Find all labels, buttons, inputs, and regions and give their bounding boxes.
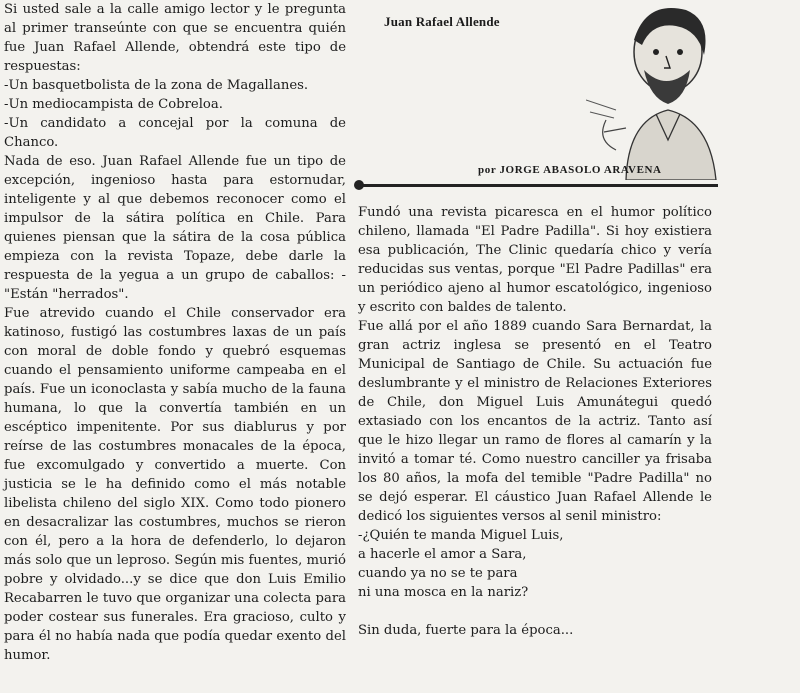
article-title: Juan Rafael Allende (384, 14, 500, 29)
spacer (358, 602, 712, 621)
paragraph-bold: Fue atrevido cuando el Chile conservador era katinoso, fustigó las costumbres laxas de un país con moral de doble fondo y quebró esquemas cuando el pensamiento uniforme campeaba en el país. Fue un iconoclasta y sabía mucho de la fauna humana, lo que la convertía también en un escéptico impenitente. Por sus diablurus y por reírse de las costumbres monacales de la época, fue excomulgado y convertido a muerte. Con justicia se le ha definido como el más notable libelista chileno del siglo XIX. Como todo pionero en desacralizar las costumbres, muchos se rieron con él, pero a la hora de defenderlo, lo dejaron más solo que un leproso. Según mis fuentes, murió pobre y olvidado...y se dice que don Luis Emilio Recabarren le tuvo que organizar una colecta para poder costear sus funerales. Era gracioso, culto y para él no había nada que podía quedar exento del humor. (4, 306, 346, 663)
header-rule (358, 184, 718, 187)
paragraph-exception: Nada de eso. Juan Rafael Allende fue un tipo de excepción, ingenioso hasta para estornudar, inteligente y al que debemos reconocer como el impulsor de la sátira política en Chile. Para quienes piensan que la sátira de la cosa pública empieza con la revista Topaze, debe darle la respuesta de la yegua a un grupo de caballos: -"Están "herrados". (4, 154, 346, 302)
answer-1: -Un basquetbolista de la zona de Magallanes. (4, 78, 309, 93)
right-column (358, 203, 712, 640)
verse-block (358, 526, 712, 602)
byline: por JORGE ABASOLO ARAVENA (478, 164, 662, 176)
left-column (4, 0, 346, 665)
caricature-portrait-icon (586, 0, 726, 180)
verse-line: ni una mosca en la nariz? (358, 585, 529, 600)
paragraph-sara: Fue allá por el año 1889 cuando Sara Bernardat, la gran actriz inglesa se presentó en el Teatro Municipal de Santiago de Chile. Su actuación fue deslumbrante y el ministro de Relaciones Exteriores de Chile, don Miguel Luis Amunátegui quedó extasiado con los encantos de la actriz. Tanto así que le hizo llegar un ramo de flores al camarín y la invitó a tomar té. Como nuestro canciller ya frisaba los 80 años, la mofa del temible "Padre Padilla" no se dejó esperar. El cáustico Juan Rafael Allende le dedicó los siguientes versos al senil ministro: (358, 319, 712, 524)
verse-line: cuando ya no se te para (358, 566, 518, 581)
answer-2: -Un mediocampista de Cobreloa. (4, 97, 223, 112)
verse-line: a hacerle el amor a Sara, (358, 547, 527, 562)
article-header (358, 0, 758, 200)
paragraph-revista: Fundó una revista picaresca en el humor político chileno, llamada "El Padre Padilla". Si hoy existiera esa publicación, The Clinic quedaría chico y vería reducidas sus ventas, porque "El Padre Padillas" era un periódico ajeno al humor escatológico, ingenioso y escrito con baldes de talento. (358, 205, 712, 315)
verse-line: -¿Quién te manda Miguel Luis, (358, 528, 564, 543)
closing-line: Sin duda, fuerte para la época... (358, 623, 574, 638)
paragraph-intro: Si usted sale a la calle amigo lector y le pregunta al primer transeúnte con que se encuentra quién fue Juan Rafael Allende, obtendrá este tipo de respuestas: (4, 2, 346, 74)
answer-3: -Un candidato a concejal por la comuna de Chanco. (4, 116, 346, 150)
